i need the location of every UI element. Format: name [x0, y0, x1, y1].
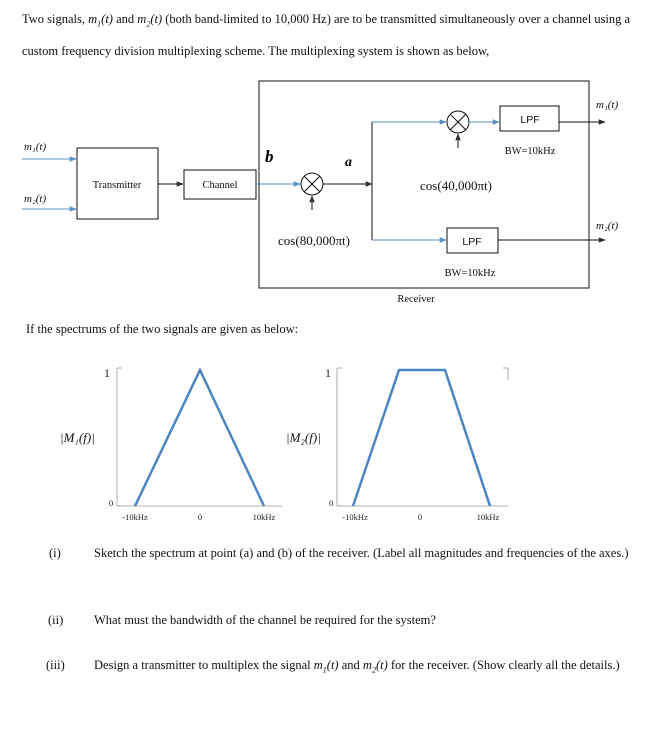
- spectrum-1-tick-1: 0: [197, 512, 203, 522]
- question-2-text: What must the bandwidth of the channel be required for the system?: [94, 613, 436, 627]
- problem-statement: Two signals, $m_1(t)$ and $m_2(t)$ (both band-limited to 10,000 Hz) are to be transmitted simultaneously over a channel using a custom frequency division multiplexing scheme. The multiplexing system is shown as below,: [22, 12, 631, 58]
- question-1-text: Sketch the spectrum at point (a) and (b) of the receiver. (Label all magnitudes and frequencies of the axes.): [94, 546, 629, 560]
- spectrum-2-label: |M₂(f)|: [286, 430, 321, 445]
- intro-text: Two signals,: [22, 12, 89, 26]
- spectra-intro: If the spectrums of the two signals are given as below:: [26, 322, 299, 336]
- question-3-text: Design a transmitter to multiplex the signal $m_1(t)$ and $m_2(t)$ for the receiver. (Show clearly all the details.): [94, 658, 620, 675]
- question-1-number: (i): [49, 546, 61, 560]
- spectrum-2-tick-0: -10kHz: [342, 512, 368, 522]
- point-a-label: a: [345, 155, 352, 170]
- bw-lower-label: BW=10kHz: [444, 268, 496, 279]
- m2-symbol: $m_2(t)$: [137, 12, 163, 29]
- spectrum-2-curve: [353, 370, 490, 506]
- question-3-number: (iii): [46, 658, 65, 672]
- point-b-label: b: [265, 147, 274, 166]
- spectrum-2-tick-1: 0: [417, 512, 423, 522]
- spectrum-1-tick-2: 10kHz: [252, 512, 276, 522]
- input-m2-label: m₂(t): [24, 193, 47, 205]
- lpf-upper-label: LPF: [520, 114, 540, 126]
- transmitter-label: Transmitter: [92, 180, 142, 191]
- spectrum-1-tick-0: -10kHz: [122, 512, 148, 522]
- spectrum-1-curve: [135, 370, 264, 506]
- spectrum-1-peak: 1: [104, 366, 110, 380]
- carrier-upper-label: cos(40,000πt): [420, 178, 492, 193]
- carrier-rx-label: cos(80,000πt): [278, 233, 350, 248]
- lpf-lower-label: LPF: [462, 236, 482, 248]
- spectrum-1-label: |M₁(f)|: [60, 430, 95, 445]
- spectrum-2-peak: 1: [325, 366, 331, 380]
- output-m2-label: m₂(t): [596, 220, 619, 232]
- spectrum-2-zero: 0: [329, 498, 334, 508]
- receiver-label: Receiver: [397, 294, 435, 305]
- bw-upper-label: BW=10kHz: [504, 146, 556, 157]
- channel-label: Channel: [202, 180, 238, 191]
- spectrum-2: [286, 366, 508, 522]
- input-m1-label: m₁(t): [24, 141, 47, 153]
- output-m1-label: m₁(t): [596, 99, 619, 111]
- question-2-number: (ii): [48, 613, 64, 627]
- spectrum-2-tick-2: 10kHz: [476, 512, 500, 522]
- intro-text-cont: (both band-limited to 10,000 Hz) are to be transmitted simultaneously over a channel using a custom frequency division multiplexing scheme. The multiplexing system is shown as below,: [22, 12, 631, 58]
- spectrum-1: [60, 366, 282, 522]
- spectrum-1-zero: 0: [109, 498, 114, 508]
- m1-symbol: $m_1(t)$: [88, 12, 113, 29]
